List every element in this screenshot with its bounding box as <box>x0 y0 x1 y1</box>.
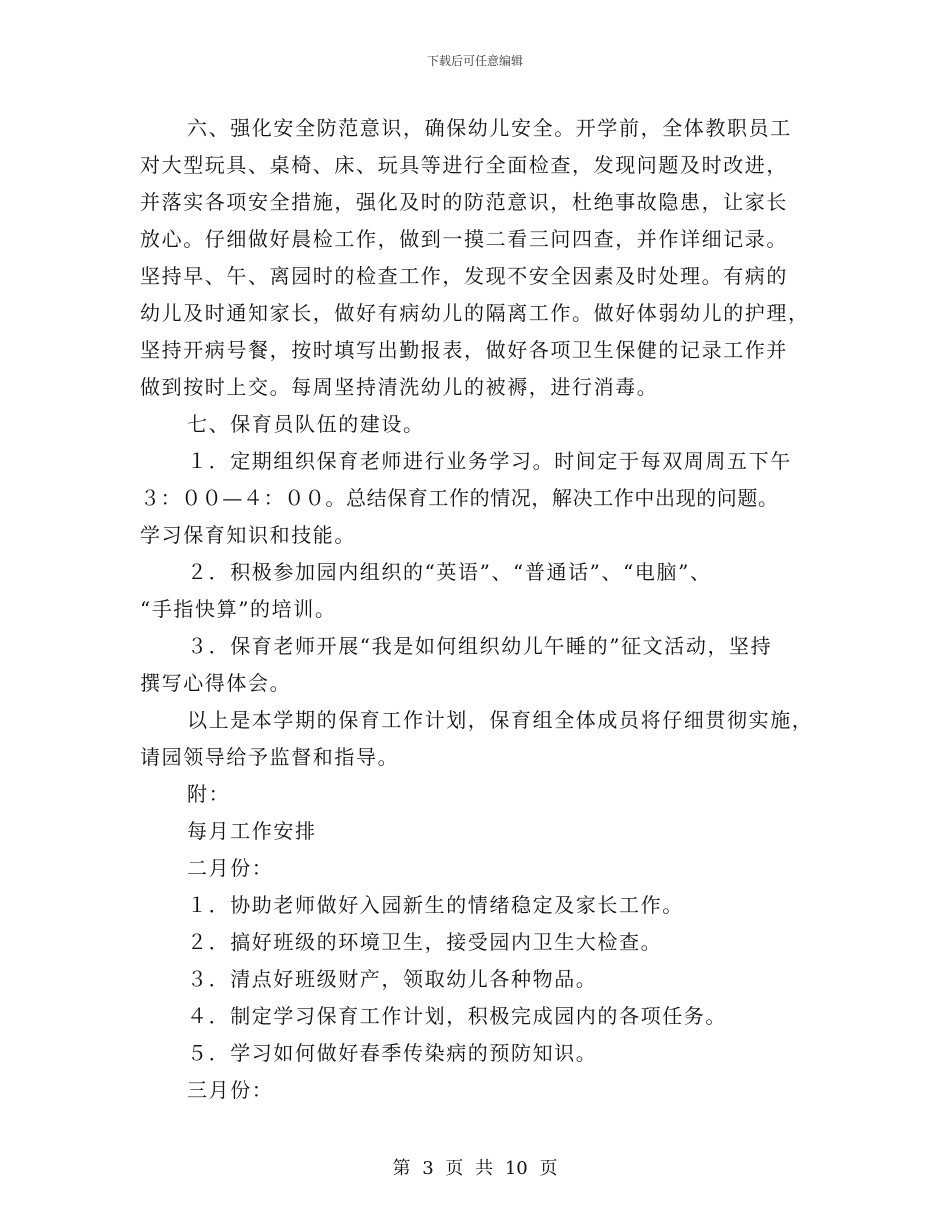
paragraph-line: “手指快算”的培训。 <box>140 597 337 621</box>
paragraph-line: 学习保育知识和技能。 <box>140 523 356 547</box>
paragraph-line: 放心。仔细做好晨检工作，做到一摸二看三问四查，并作详细记录。 <box>140 227 788 251</box>
paragraph-line: 幼儿及时通知家长，做好有病幼儿的隔离工作。做好体弱幼儿的护理， <box>140 301 810 325</box>
paragraph-line: 坚持开病号餐，按时填写出勤报表，做好各项卫生保健的记录工作并 <box>140 338 788 362</box>
paragraph-line: 撰写心得体会。 <box>140 671 292 695</box>
paragraph-line: ２．积极参加园内组织的“英语”、“普通话”、“电脑”、 <box>187 560 712 584</box>
section-heading: 七、保育员队伍的建设。 <box>187 412 425 436</box>
paragraph-line: ３．保育老师开展“我是如何组织幼儿午睡的”征文活动，坚持 <box>187 634 773 658</box>
page-header: 下载后可任意编辑 <box>426 54 523 68</box>
list-item: ５．学习如何做好春季传染病的预防知识。 <box>187 1041 598 1065</box>
paragraph-line: １．定期组织保育老师进行业务学习。时间定于每双周周五下午 <box>187 449 792 473</box>
document-body <box>140 110 814 1109</box>
paragraph-line: 坚持早、午、离园时的检查工作，发现不安全因素及时处理。有病的 <box>140 264 788 288</box>
paragraph-line: 并落实各项安全措施，强化及时的防范意识，杜绝事故隐患，让家长 <box>140 190 788 214</box>
appendix-label: 附： <box>187 782 231 806</box>
page-footer: 第 3 页 共 10 页 <box>392 1158 558 1179</box>
month-heading: 二月份： <box>187 856 274 880</box>
list-item: ２．搞好班级的环境卫生，接受园内卫生大检查。 <box>187 930 663 954</box>
paragraph-line: 对大型玩具、桌椅、床、玩具等进行全面检查，发现问题及时改进， <box>140 153 788 177</box>
paragraph-line: 请园领导给予监督和指导。 <box>140 745 400 769</box>
list-item: １．协助老师做好入园新生的情绪稳定及家长工作。 <box>187 893 684 917</box>
appendix-title: 每月工作安排 <box>187 819 317 843</box>
list-item: ３．清点好班级财产，领取幼儿各种物品。 <box>187 967 598 991</box>
paragraph-line: 六、强化安全防范意识，确保幼儿安全。开学前，全体教职员工 <box>187 116 792 140</box>
paragraph-line: 做到按时上交。每周坚持清洗幼儿的被褥，进行消毒。 <box>140 375 659 399</box>
list-item: ４．制定学习保育工作计划，积极完成园内的各项任务。 <box>187 1004 727 1028</box>
paragraph-line: ３：００—４：００。总结保育工作的情况，解决工作中出现的问题。 <box>140 486 779 510</box>
month-heading: 三月份： <box>187 1078 274 1102</box>
paragraph-line: 以上是本学期的保育工作计划，保育组全体成员将仔细贯彻实施， <box>187 708 814 732</box>
